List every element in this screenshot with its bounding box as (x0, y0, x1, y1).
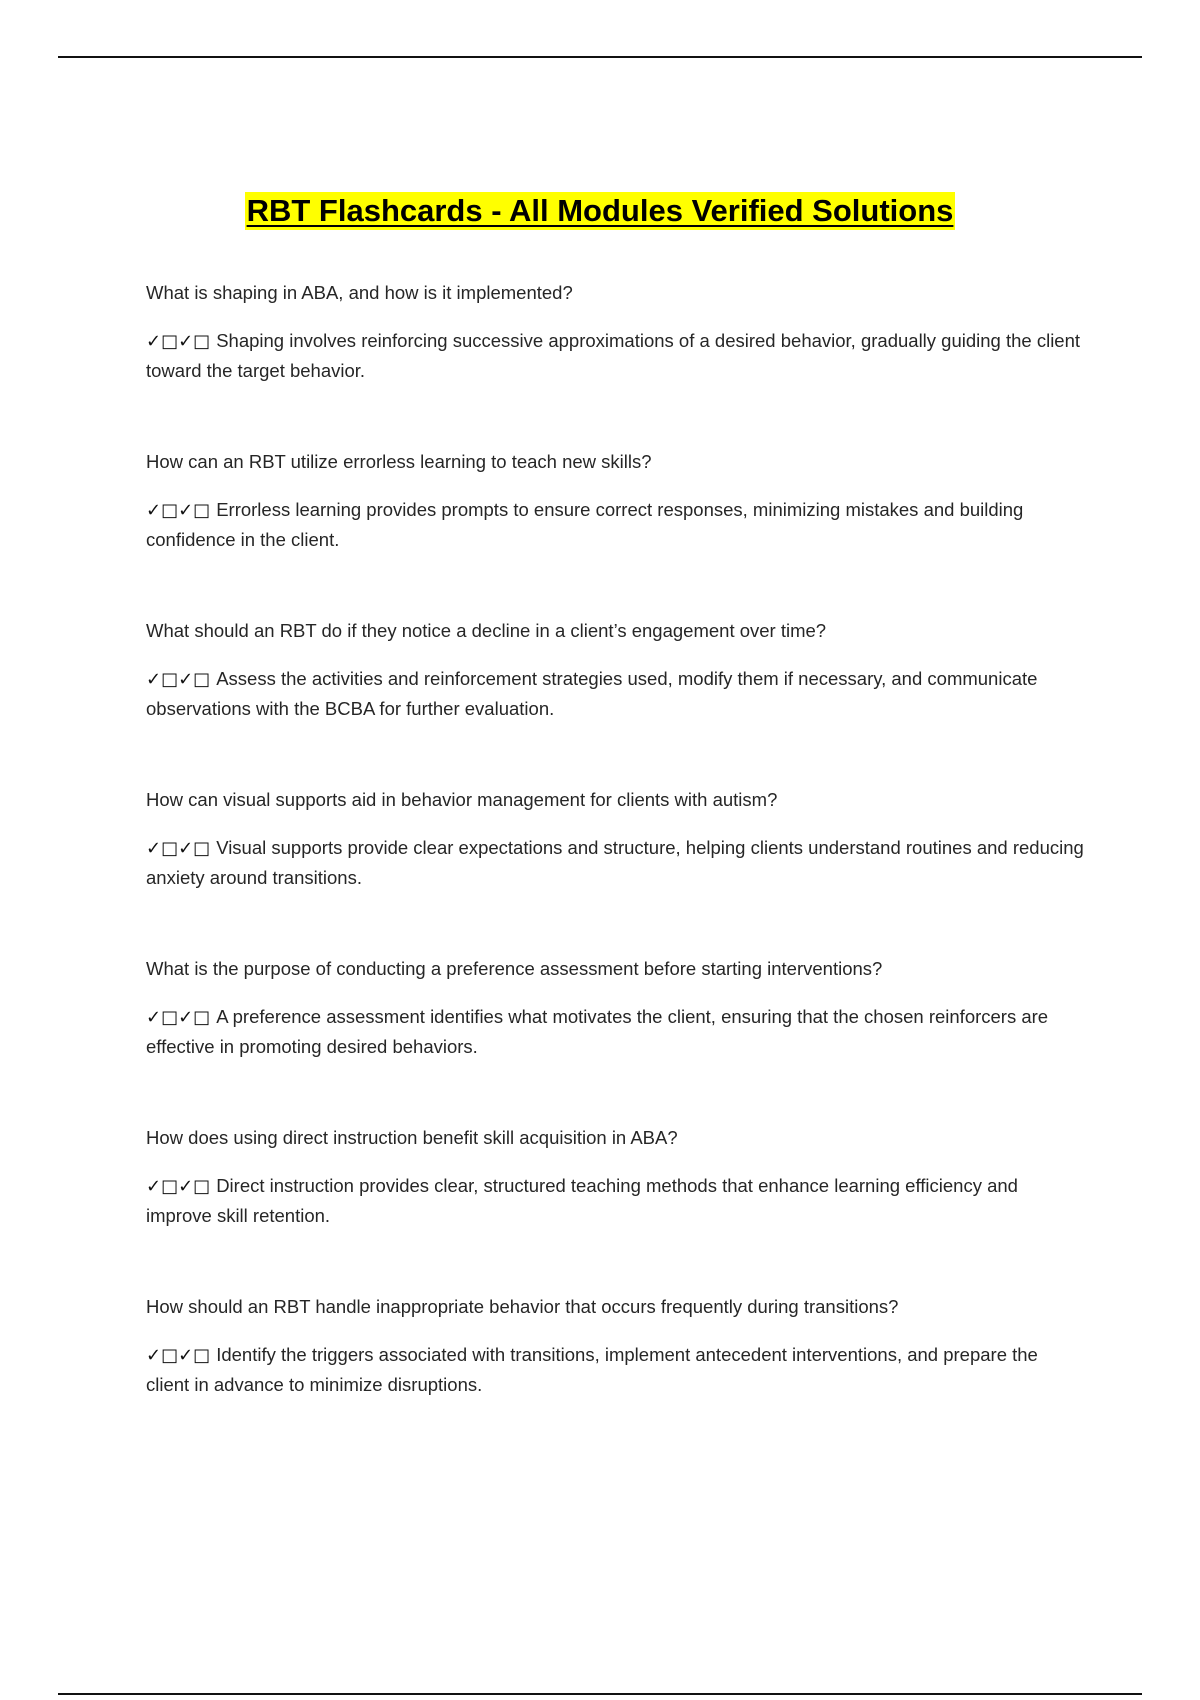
flashcard-answer-text: Shaping involves reinforcing successive approximations of a desired behavior, gradually guiding the client toward the target behavior. (146, 330, 1081, 381)
flashcard-answer-text: Assess the activities and reinforcement strategies used, modify them if necessary, and communicate observations with the BCBA for further evaluation. (146, 668, 1038, 719)
flashcard-answer (146, 495, 1086, 554)
flashcard-question: How should an RBT handle inappropriate behavior that occurs frequently during transitions? (146, 1296, 899, 1317)
answer-marker-icon: ✓□✓□ (146, 500, 211, 521)
flashcard (146, 1123, 1086, 1292)
flashcard-answer (146, 1340, 1086, 1399)
footer-rule (58, 1693, 1142, 1695)
answer-marker-icon: ✓□✓□ (146, 669, 211, 690)
flashcard-answer-text: Visual supports provide clear expectations and structure, helping clients understand routines and reducing anxiety around transitions. (146, 837, 1084, 888)
flashcard-list (146, 278, 1086, 1461)
flashcard-question: How can visual supports aid in behavior management for clients with autism? (146, 789, 778, 810)
flashcard-answer (146, 833, 1086, 892)
flashcard-answer-text: Errorless learning provides prompts to ensure correct responses, minimizing mistakes and building confidence in the client. (146, 499, 1024, 550)
flashcard (146, 447, 1086, 616)
flashcard-answer-text: Identify the triggers associated with transitions, implement antecedent interventions, and prepare the client in advance to minimize disruptions. (146, 1344, 1038, 1395)
flashcard-answer (146, 1171, 1086, 1230)
document-title: RBT Flashcards - All Modules Verified Solutions (246, 193, 954, 228)
answer-marker-icon: ✓□✓□ (146, 331, 211, 352)
header-rule (58, 56, 1142, 58)
flashcard-answer-text: A preference assessment identifies what motivates the client, ensuring that the chosen reinforcers are effective in promoting desired behaviors. (146, 1006, 1049, 1057)
flashcard (146, 1292, 1086, 1461)
flashcard-question: How can an RBT utilize errorless learning to teach new skills? (146, 451, 652, 472)
flashcard-question: What should an RBT do if they notice a decline in a client’s engagement over time? (146, 620, 827, 641)
title-container (0, 192, 1200, 230)
flashcard (146, 616, 1086, 785)
answer-marker-icon: ✓□✓□ (146, 1345, 211, 1366)
flashcard-answer (146, 664, 1086, 723)
flashcard-question: How does using direct instruction benefit skill acquisition in ABA? (146, 1127, 678, 1148)
flashcard (146, 785, 1086, 954)
flashcard (146, 954, 1086, 1123)
answer-marker-icon: ✓□✓□ (146, 1176, 211, 1197)
flashcard-question: What is the purpose of conducting a preference assessment before starting interventions? (146, 958, 883, 979)
flashcard-answer-text: Direct instruction provides clear, structured teaching methods that enhance learning efficiency and improve skill retention. (146, 1175, 1018, 1226)
flashcard-answer (146, 1002, 1086, 1061)
flashcard-answer (146, 326, 1086, 385)
answer-marker-icon: ✓□✓□ (146, 838, 211, 859)
flashcard (146, 278, 1086, 447)
flashcard-question: What is shaping in ABA, and how is it implemented? (146, 282, 573, 303)
answer-marker-icon: ✓□✓□ (146, 1007, 211, 1028)
